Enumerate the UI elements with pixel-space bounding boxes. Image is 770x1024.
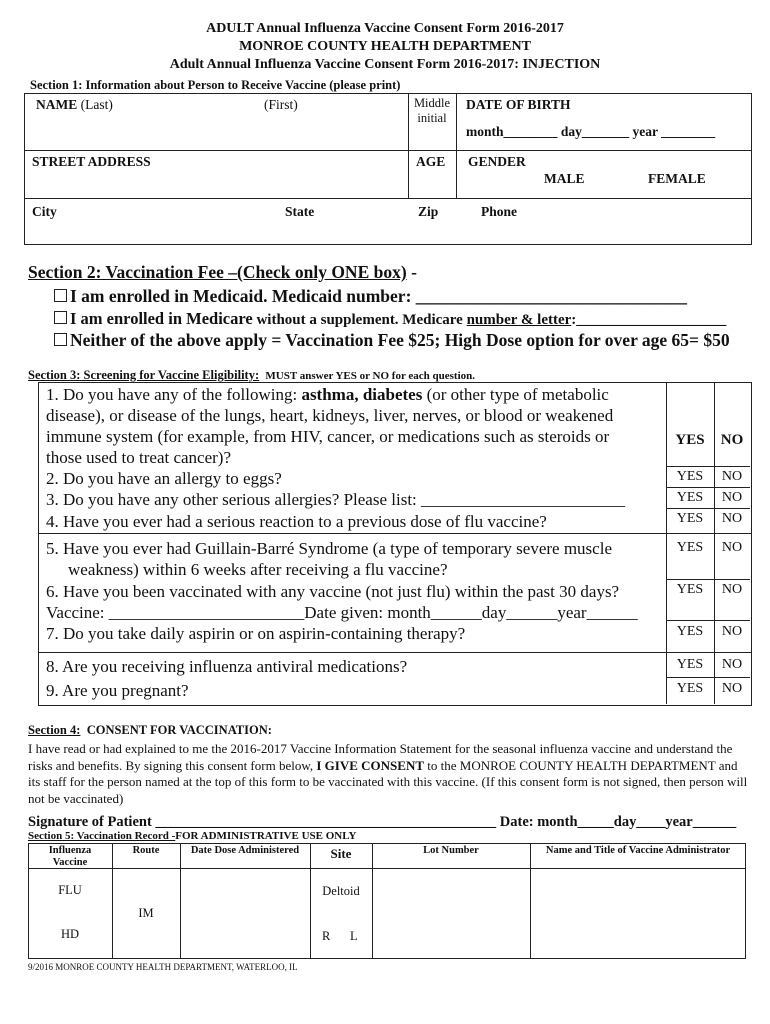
medicaid-option[interactable]: I am enrolled in Medicaid. Medicaid number: _______________________________ <box>54 286 687 307</box>
signature-line[interactable]: Signature of Patient _______________________________________________ Date: month_____day____year______ <box>28 814 737 830</box>
divider <box>456 94 457 198</box>
section5-title: Section 5: Vaccination Record -FOR ADMINISTRATIVE USE ONLY <box>28 830 357 842</box>
phone-label: Phone <box>481 204 518 219</box>
q2-yes[interactable]: YES <box>676 469 704 484</box>
question-9: 9. Are you pregnant? <box>46 681 189 700</box>
divider <box>24 150 752 151</box>
section4-title: Section 4: CONSENT FOR VACCINATION: <box>28 723 272 737</box>
dob-field[interactable]: month________ day_______ year ________ <box>466 124 716 139</box>
question-3: 3. Do you have any other serious allergies? Please list: ________________________ <box>46 490 626 509</box>
name-label: NAME (Last) <box>36 97 113 112</box>
q1-yes[interactable]: YES <box>675 432 705 448</box>
divider <box>38 652 752 653</box>
city-label: City <box>32 204 57 219</box>
hd-row-label: HD <box>60 927 80 941</box>
q8-yes[interactable]: YES <box>676 657 704 672</box>
divider <box>666 508 750 509</box>
divider <box>530 843 531 959</box>
q5-no[interactable]: NO <box>721 540 743 555</box>
divider <box>28 868 746 869</box>
consent-text: I have read or had explained to me the 2016-2017 Vaccine Information Statement for the seasonal influenza vaccine and understand the risks and benefits. By signing this consent form below, I GIVE CONSENT to the MONROE COUNTY HEALTH DEPARTMENT and its staff for the person named at the top of this form to be vaccinated with this vaccine. (If this consent form is not signed, then person will not be vaccinated) <box>28 741 748 806</box>
street-address-label: STREET ADDRESS <box>32 154 151 169</box>
form-subtitle: Adult Annual Influenza Vaccine Consent Form 2016-2017: INJECTION <box>169 57 601 72</box>
question-2: 2. Do you have an allergy to eggs? <box>46 469 282 488</box>
divider <box>666 487 750 488</box>
q1-no[interactable]: NO <box>720 432 744 448</box>
col-site: Site <box>330 846 352 861</box>
q4-yes[interactable]: YES <box>676 511 704 526</box>
state-label: State <box>285 204 315 219</box>
divider <box>666 466 750 467</box>
dob-label: DATE OF BIRTH <box>466 97 571 112</box>
divider <box>112 843 113 959</box>
site-right[interactable]: R <box>322 929 331 943</box>
middle-initial-label: Middle initial <box>413 96 451 125</box>
checkbox-icon[interactable] <box>54 333 67 346</box>
q6-yes[interactable]: YES <box>676 582 704 597</box>
vaccination-record-table <box>28 843 746 959</box>
section3-title: Section 3: Screening for Vaccine Eligibility: MUST answer YES or NO for each question. <box>28 368 476 382</box>
question-7: 7. Do you take daily aspirin or on aspirin-containing therapy? <box>46 624 466 643</box>
female-option[interactable]: FEMALE <box>648 171 706 186</box>
section1-title: Section 1: Information about Person to Receive Vaccine (please print) <box>30 78 401 92</box>
q8-no[interactable]: NO <box>721 657 743 672</box>
question-8: 8. Are you receiving influenza antiviral medications? <box>46 657 408 676</box>
checkbox-icon[interactable] <box>54 311 67 324</box>
male-option[interactable]: MALE <box>544 171 585 186</box>
q7-no[interactable]: NO <box>721 624 743 639</box>
flu-row-label: FLU <box>58 883 82 897</box>
route-im: IM <box>138 906 154 920</box>
question-5: 5. Have you ever had Guillain-Barré Syndrome (a type of temporary severe muscle weakness) within 6 weeks after receiving a flu vaccine? <box>46 539 612 579</box>
q7-yes[interactable]: YES <box>676 624 704 639</box>
q3-yes[interactable]: YES <box>676 490 704 505</box>
q2-no[interactable]: NO <box>721 469 743 484</box>
department-title: MONROE COUNTY HEALTH DEPARTMENT <box>239 39 531 54</box>
divider <box>666 677 750 678</box>
q6-no[interactable]: NO <box>721 582 743 597</box>
checkbox-icon[interactable] <box>54 289 67 302</box>
divider <box>180 843 181 959</box>
form-title: ADULT Annual Influenza Vaccine Consent Form 2016-2017 <box>206 21 564 36</box>
first-label: (First) <box>264 97 298 112</box>
col-influenza-vaccine: Influenza Vaccine <box>48 845 92 868</box>
medicare-option[interactable]: I am enrolled in Medicare without a supplement. Medicare number & letter:____________________ <box>54 309 726 329</box>
footer-text: 9/2016 MONROE COUNTY HEALTH DEPARTMENT, WATERLOO, IL <box>28 962 298 972</box>
question-6: 6. Have you been vaccinated with any vaccine (not just flu) within the past 30 days? Vaccine: _______________________Date given: month______day______year______ <box>46 582 638 622</box>
q9-yes[interactable]: YES <box>676 681 704 696</box>
zip-label: Zip <box>418 204 439 219</box>
divider <box>24 198 752 199</box>
col-date-administered: Date Dose Administered <box>190 845 300 856</box>
divider <box>38 533 752 534</box>
site-deltoid: Deltoid <box>322 884 360 898</box>
age-label: AGE <box>416 154 446 169</box>
site-left[interactable]: L <box>350 929 358 943</box>
gender-label: GENDER <box>468 154 526 169</box>
col-route: Route <box>132 845 160 856</box>
question-1: 1. Do you have any of the following: asthma, diabetes (or other type of metabolic disease), or disease of the lungs, heart, kidneys, liver, nerves, or blood or weakened immune system (for example, from HIV, cancer, or medications such as steroids or those used to treat cancer)? <box>46 385 614 467</box>
col-administrator: Name and Title of Vaccine Administrator <box>545 845 731 856</box>
neither-option[interactable]: Neither of the above apply = Vaccination Fee $25; High Dose option for over age 65= $50 <box>54 330 730 351</box>
divider <box>666 620 750 621</box>
q4-no[interactable]: NO <box>721 511 743 526</box>
divider <box>666 579 750 580</box>
q9-no[interactable]: NO <box>721 681 743 696</box>
divider <box>372 843 373 959</box>
section2-title: Section 2: Vaccination Fee –(Check only ONE box) - <box>28 262 417 282</box>
question-4: 4. Have you ever had a serious reaction to a previous dose of flu vaccine? <box>46 512 547 531</box>
q5-yes[interactable]: YES <box>676 540 704 555</box>
col-lot-number: Lot Number <box>423 845 479 856</box>
divider <box>408 150 409 198</box>
q3-no[interactable]: NO <box>721 490 743 505</box>
